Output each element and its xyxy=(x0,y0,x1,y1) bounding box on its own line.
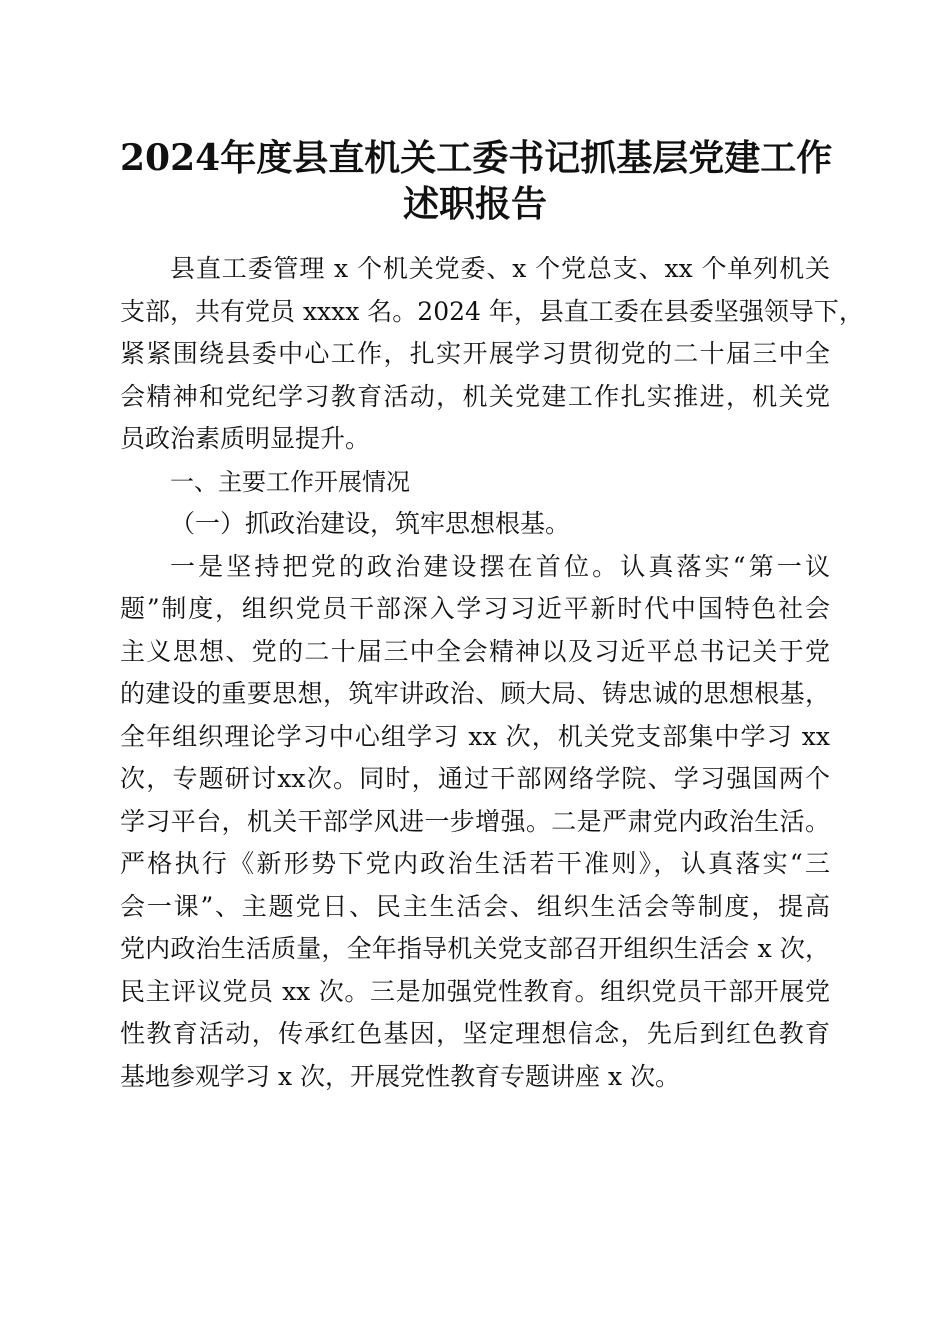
text-line: 严格执行《新形势下党内政治生活若干准则》，认真落实“三 xyxy=(120,849,830,878)
text-line: 民主评议党员 xx 次。三是加强党性教育。组织党员干部开展党 xyxy=(120,976,830,1006)
text-line: 会一课”、主题党日、民主生活会、组织生活会等制度，提高 xyxy=(120,891,830,921)
text-line: 的建设的重要思想，筑牢讲政治、顾大局、铸忠诚的思想根基， xyxy=(120,679,830,708)
text-line: 紧紧围绕县委中心工作，扎实开展学习贯彻党的二十届三中全 xyxy=(120,339,830,368)
text-line: 基地参观学习 x 次，开展党性教育专题讲座 x 次。 xyxy=(120,1061,680,1091)
text-line: 题”制度，组织党员干部深入学习习近平新时代中国特色社会 xyxy=(120,594,830,623)
text-line: 次，专题研讨xx次。同时，通过干部网络学院、学习强国两个 xyxy=(120,764,830,793)
text-line: 主义思想、党的二十届三中全会精神以及习近平总书记关于党 xyxy=(120,636,830,666)
text-line: 员政治素质明显提升。 xyxy=(120,424,371,453)
text-line: 一是坚持把党的政治建设摆在首位。认真落实“第一议 xyxy=(170,551,830,581)
text-line: 全年组织理论学习中心组学习 xx 次，机关党支部集中学习 xx xyxy=(120,721,830,751)
document-title-line-2: 述职报告 xyxy=(402,183,547,225)
text-line: （一）抓政治建设，筑牢思想根基。 xyxy=(170,509,571,538)
section-heading: 一、主要工作开展情况 xyxy=(170,467,410,496)
text-line: 县直工委管理 x 个机关党委、x 个党总支、xx 个单列机关 xyxy=(170,254,830,283)
text-line: 性教育活动，传承红色基因，坚定理想信念，先后到红色教育 xyxy=(120,1019,830,1048)
text-line: 会精神和党纪学习教育活动，机关党建工作扎实推进，机关党 xyxy=(120,381,830,411)
document-title-line-1: 2024年度县直机关工委书记抓基层党建工作 xyxy=(120,137,833,179)
text-line: 支部，共有党员 xxxx 名。2024 年，县直工委在县委坚强领导下， xyxy=(120,296,864,326)
document-body xyxy=(120,248,864,1098)
text-line: 党内政治生活质量，全年指导机关党支部召开组织生活会 x 次， xyxy=(120,934,830,963)
text-line: 学习平台，机关干部学风进一步增强。二是严肃党内政治生活。 xyxy=(120,806,830,836)
